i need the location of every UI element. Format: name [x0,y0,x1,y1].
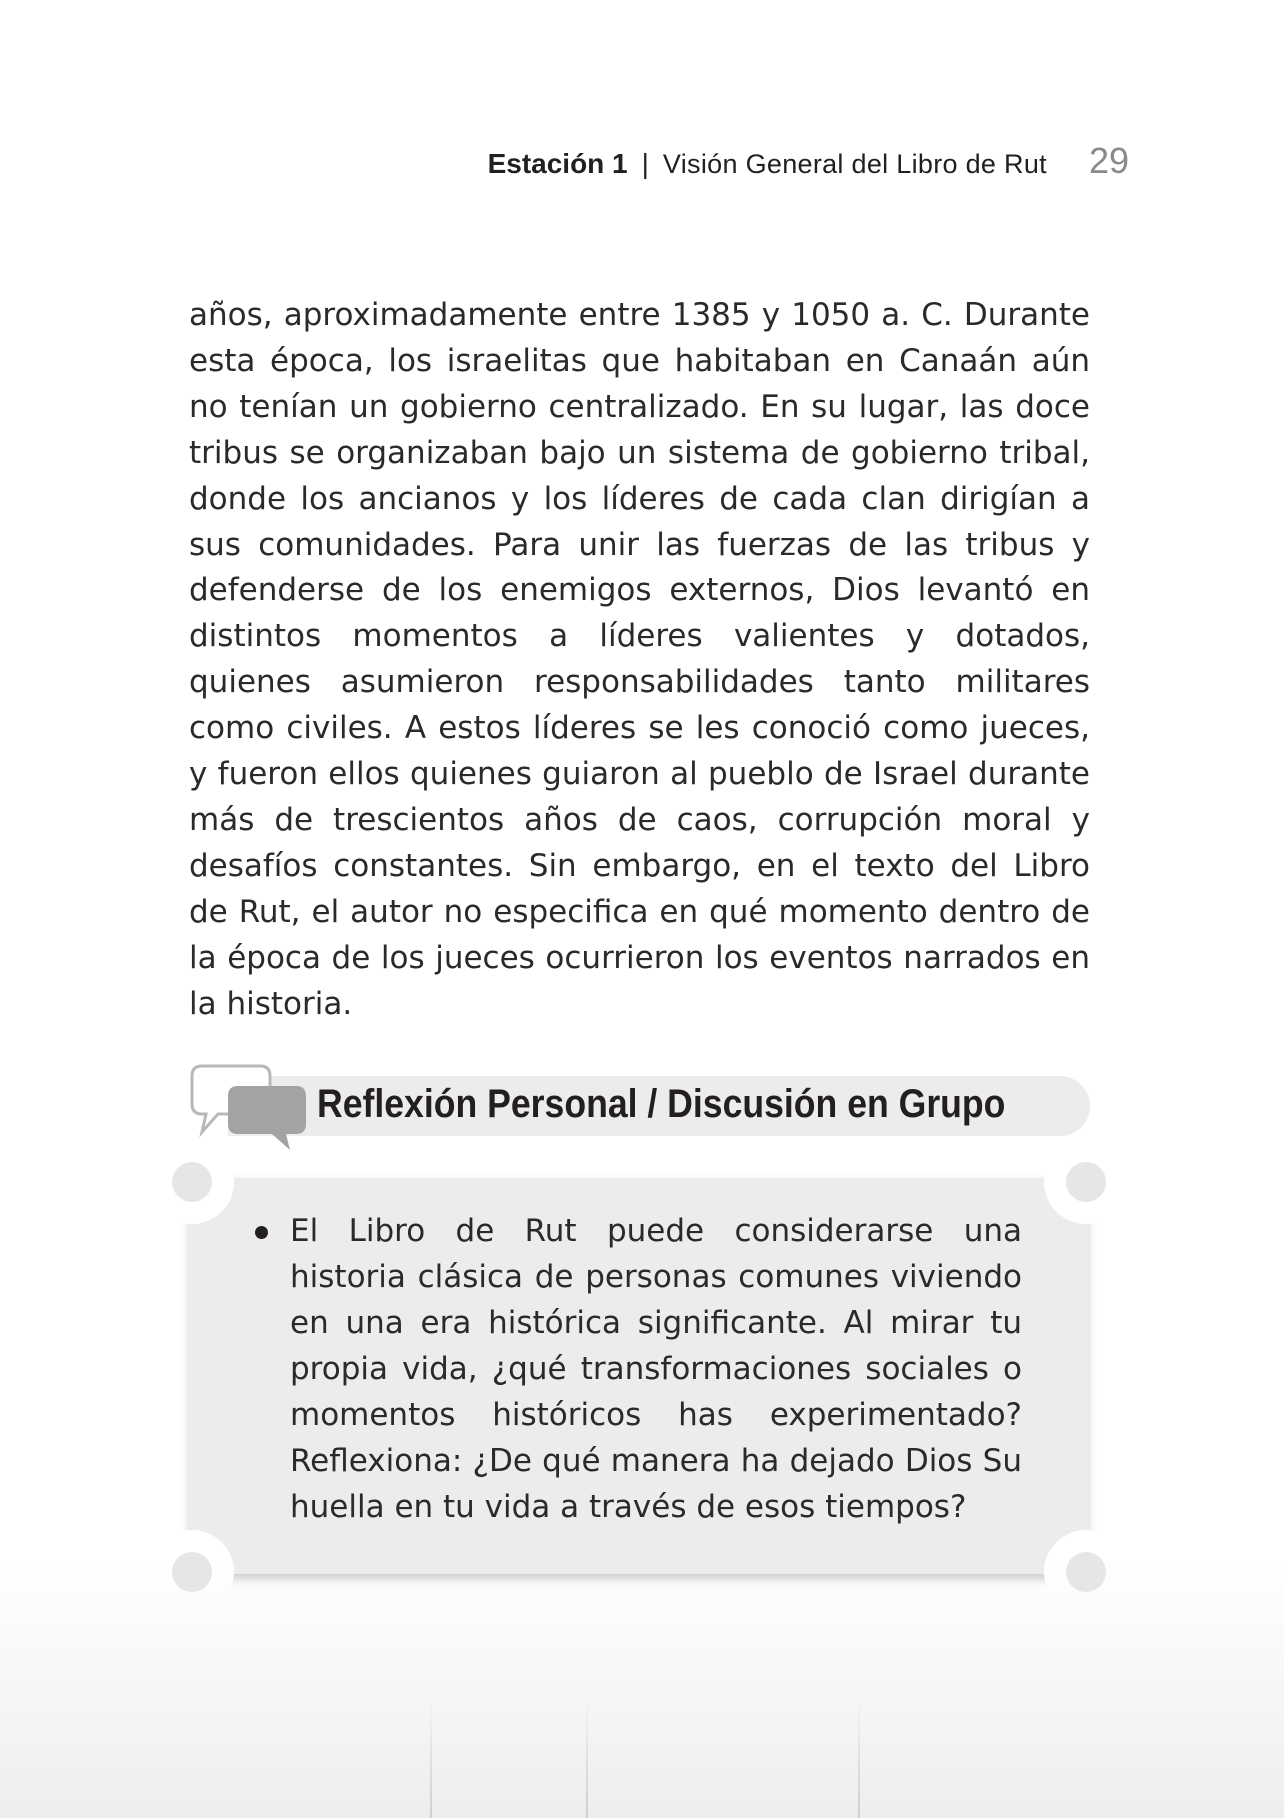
page-number: 29 [1088,140,1129,181]
reflection-list [255,1208,1022,1530]
chapter-title: Visión General del Libro de Rut [662,149,1047,179]
reflection-item-text: El Libro de Rut puede considerarse una historia clásica de personas comunes viviendo en una era histórica significante. Al mirar tu propia vida, ¿qué transformaciones sociales o momentos históricos has experimentado? Reflexiona: ¿De qué manera ha dejado Dios Su huella en tu vida a través de esos tiempos? [290,1213,1022,1525]
header-separator: | [641,148,649,179]
fold-line [858,1698,860,1818]
reflection-heading [188,1064,1090,1148]
station-label: Estación 1 [487,148,628,179]
fold-line [586,1698,588,1818]
body-paragraph: años, aproximadamente entre 1385 y 1050 a. C. Durante esta época, los israelitas que habitaban en Canaán aún no tenían un gobierno centralizado. En su lugar, las doce tribus se organizaban bajo un sistema de gobierno tribal, donde los ancianos y los líderes de cada clan dirigían a sus comunidades. Para unir las fuerzas de las tribus y defenderse de los enemigos externos, Dios levantó en distintos momentos a líderes valientes y dotados, quienes asumieron responsabilidades tanto militares como civiles. A estos líderes se les conoció como jueces, y fueron ellos quienes guiaron al pueblo de Israel durante más de trescientos años de caos, corrupción moral y desafíos constantes. Sin embargo, en el texto del Libro de Rut, el autor no especifica en qué momento dentro de la época de los jueces ocurrieron los eventos narrados en la historia. [189,297,1090,1022]
reflection-item [255,1208,1022,1530]
reflection-box [172,1162,1106,1592]
fold-line [430,1698,432,1818]
running-header [488,140,1129,182]
reflection-heading-text: Reflexión Personal / Discusión en Grupo [317,1082,1006,1126]
bullet-icon [255,1226,268,1239]
page-bottom-shading [0,1558,1284,1818]
speech-bubbles-icon [188,1064,308,1154]
